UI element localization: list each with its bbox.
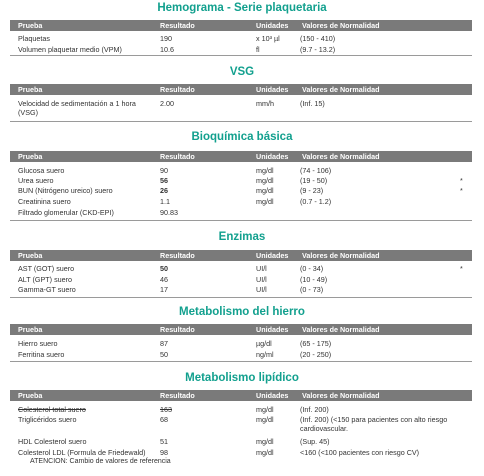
- test-range: (0.7 - 1.2): [300, 197, 332, 206]
- test-units: mg/dl: [256, 186, 274, 195]
- test-units: mm/h: [256, 99, 274, 108]
- header-test: Prueba: [18, 21, 43, 30]
- divider: [10, 297, 472, 298]
- header-test: Prueba: [18, 325, 43, 334]
- test-range: (Inf. 200) (<150 para pacientes con alto riesgo cardiovascular.: [300, 415, 448, 433]
- test-result: 2.00: [160, 99, 174, 108]
- header-units: Unidades: [256, 325, 289, 334]
- test-units: mg/dl: [256, 448, 274, 457]
- header-test: Prueba: [18, 85, 43, 94]
- table-header: [10, 151, 472, 162]
- header-test: Prueba: [18, 391, 43, 400]
- test-result: 10.6: [160, 45, 174, 54]
- test-name: Triglicéridos suero: [18, 415, 77, 424]
- table-header: [10, 84, 472, 95]
- header-units: Unidades: [256, 391, 289, 400]
- divider: [10, 361, 472, 362]
- divider: [10, 121, 472, 122]
- test-name: ALT (GPT) suero: [18, 275, 73, 284]
- abnormal-flag: *: [460, 264, 463, 273]
- test-result: 1.1: [160, 197, 170, 206]
- header-range: Valores de Normalidad: [302, 251, 380, 260]
- header-result: Resultado: [160, 325, 195, 334]
- section-title-hemograma: Hemograma - Serie plaquetaria: [157, 2, 327, 14]
- test-name: Colesterol total suero: [18, 405, 86, 414]
- test-units: mg/dl: [256, 166, 274, 175]
- test-result: 56: [160, 176, 168, 185]
- header-test: Prueba: [18, 152, 43, 161]
- header-result: Resultado: [160, 85, 195, 94]
- test-units: UI/l: [256, 264, 267, 273]
- header-range: Valores de Normalidad: [302, 21, 380, 30]
- header-result: Resultado: [160, 251, 195, 260]
- test-range: (10 - 49): [300, 275, 328, 284]
- header-result: Resultado: [160, 21, 195, 30]
- test-result: 98: [160, 448, 168, 457]
- test-units: UI/l: [256, 275, 267, 284]
- test-name: Creatinina suero: [18, 197, 71, 206]
- test-units: mg/dl: [256, 415, 274, 424]
- section-title-lipidico: Metabolismo lipídico: [185, 372, 299, 384]
- test-result: 90: [160, 166, 168, 175]
- test-name: Gamma-GT suero: [18, 285, 76, 294]
- section-title-bioquimica: Bioquímica básica: [191, 131, 293, 143]
- test-result: 51: [160, 437, 168, 446]
- test-name: Ferritina suero: [18, 350, 65, 359]
- test-result: 26: [160, 186, 168, 195]
- test-range: (9 - 23): [300, 186, 324, 195]
- section-title-enzimas: Enzimas: [218, 231, 266, 243]
- test-name: Hierro suero: [18, 339, 58, 348]
- test-units: µg/dl: [256, 339, 272, 348]
- test-units: mg/dl: [256, 197, 274, 206]
- divider: [10, 55, 472, 56]
- test-result: 190: [160, 34, 172, 43]
- header-units: Unidades: [256, 251, 289, 260]
- test-result: 87: [160, 339, 168, 348]
- test-name: Volumen plaquetar medio (VPM): [18, 45, 122, 54]
- test-result: 90.83: [160, 208, 178, 217]
- header-units: Unidades: [256, 21, 289, 30]
- test-units: x 10³ µl: [256, 34, 280, 43]
- divider: [10, 220, 472, 221]
- test-range: (150 - 410): [300, 34, 336, 43]
- test-units: mg/dl: [256, 405, 274, 414]
- test-range: (0 - 73): [300, 285, 324, 294]
- test-units: fl: [256, 45, 260, 54]
- test-name: Glucosa suero: [18, 166, 65, 175]
- test-range: (65 - 175): [300, 339, 332, 348]
- header-units: Unidades: [256, 85, 289, 94]
- table-header: [10, 250, 472, 261]
- test-range: (0 - 34): [300, 264, 324, 273]
- test-result: 163: [160, 405, 172, 414]
- test-result: 68: [160, 415, 168, 424]
- test-result: 50: [160, 350, 168, 359]
- section-title-hierro: Metabolismo del hierro: [179, 306, 305, 318]
- test-name: Colesterol LDL (Formula de Friedewald): [18, 448, 146, 457]
- header-result: Resultado: [160, 152, 195, 161]
- header-range: Valores de Normalidad: [302, 85, 380, 94]
- test-range: (Sup. 45): [300, 437, 330, 446]
- test-units: mg/dl: [256, 437, 274, 446]
- test-name: Velocidad de sedimentación a 1 hora (VSG): [18, 99, 136, 117]
- reference-change-note: ATENCION: Cambio de valores de referencia: [30, 458, 171, 465]
- test-name: AST (GOT) suero: [18, 264, 75, 273]
- test-range: (9.7 - 13.2): [300, 45, 336, 54]
- test-result: 50: [160, 264, 168, 273]
- section-title-vsg: VSG: [229, 66, 255, 78]
- header-units: Unidades: [256, 152, 289, 161]
- test-name: HDL Colesterol suero: [18, 437, 87, 446]
- test-range: (74 - 106): [300, 166, 332, 175]
- header-result: Resultado: [160, 391, 195, 400]
- test-range: (Inf. 200): [300, 405, 329, 414]
- table-header: [10, 324, 472, 335]
- test-range: <160 (<100 pacientes con riesgo CV): [300, 448, 420, 457]
- test-units: UI/l: [256, 285, 267, 294]
- header-range: Valores de Normalidad: [302, 325, 380, 334]
- test-range: (20 - 250): [300, 350, 332, 359]
- test-range: (Inf. 15): [300, 99, 325, 108]
- test-name: Filtrado glomerular (CKD-EPI): [18, 208, 114, 217]
- test-range: (19 - 50): [300, 176, 328, 185]
- test-result: 46: [160, 275, 168, 284]
- abnormal-flag: *: [460, 176, 463, 185]
- test-units: ng/ml: [256, 350, 274, 359]
- table-header: [10, 390, 472, 401]
- header-range: Valores de Normalidad: [302, 391, 380, 400]
- test-result: 17: [160, 285, 168, 294]
- header-range: Valores de Normalidad: [302, 152, 380, 161]
- test-name: Plaquetas: [18, 34, 50, 43]
- abnormal-flag: *: [460, 186, 463, 195]
- test-name: BUN (Nitrógeno ureico) suero: [18, 186, 113, 195]
- table-header: [10, 20, 472, 31]
- test-units: mg/dl: [256, 176, 274, 185]
- header-test: Prueba: [18, 251, 43, 260]
- test-name: Urea suero: [18, 176, 54, 185]
